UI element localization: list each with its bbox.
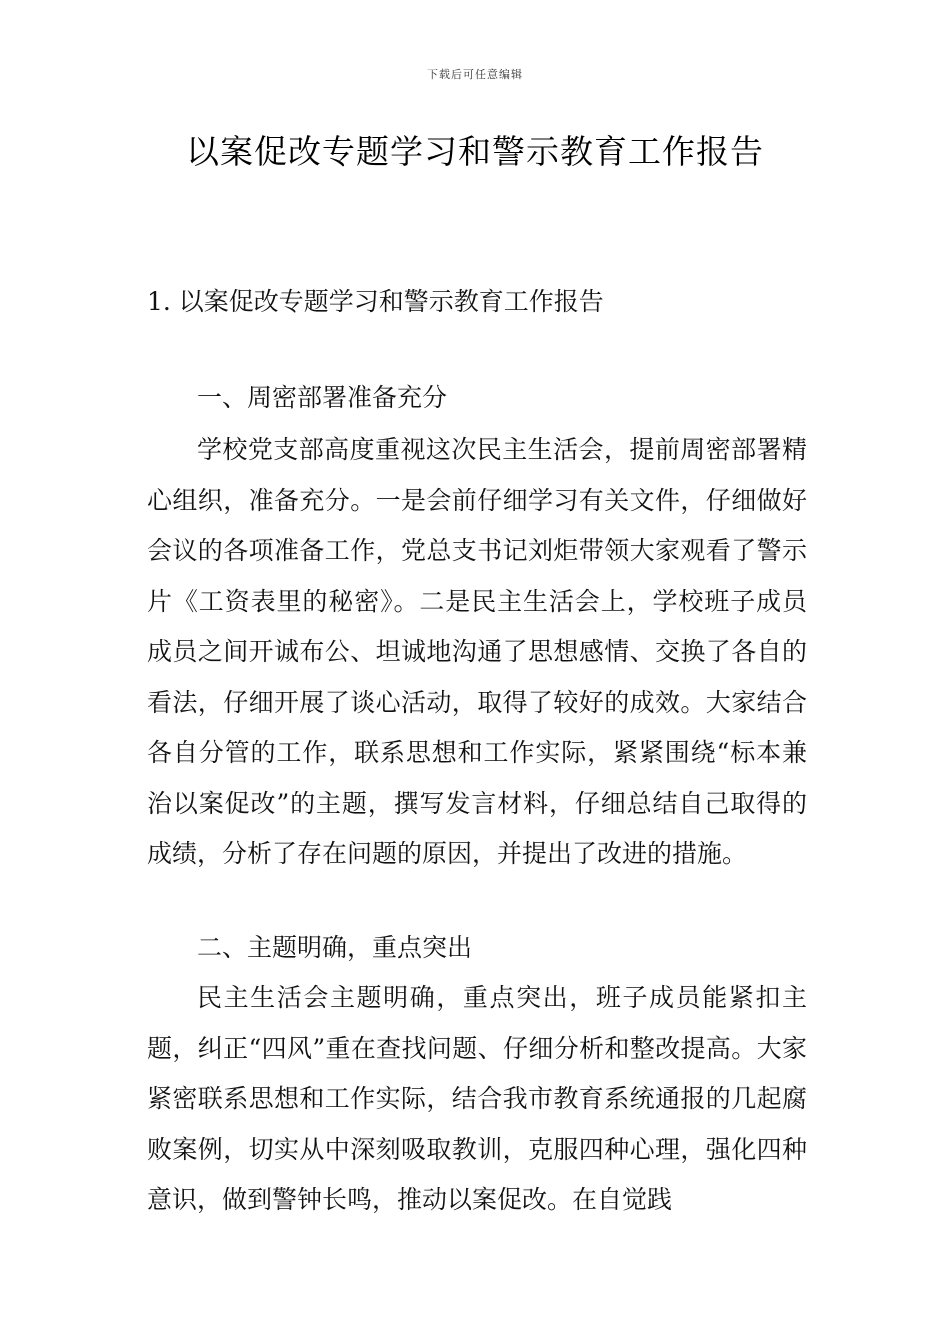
- header-note: 下载后可任意编辑: [427, 68, 523, 81]
- section-heading-2: 二、主题明确，重点突出: [197, 933, 473, 962]
- section-paragraph-2: 民主生活会主题明确，重点突出，班子成员能紧扣主题，纠正“四风”重在查找问题、仔细分析和整改提高。大家紧密联系思想和工作实际，结合我市教育系统通报的几起腐 败案例，切实从中深刻吸取教训，克服四种心理，强化四种意识，做到警钟长鸣，推动以案促改。在自觉践: [147, 983, 807, 1214]
- section-paragraph-1: 学校党支部高度重视这次民主生活会，提前周密部署精心组织，准备充分。一是会前仔细学习有关文件，仔细做好会议的各项准备工作，党总支书记刘炬带领大家观看了警示片《工资表里的秘密》。二是民主生活会上，学校班子成员成员之间开诚布公、坦诚地沟通了思想感情、交换了各自的看法，仔细开展了谈心活动，取得了较好的成效。大家结合各自分管的工作，联系思想和工作实际，紧紧围绕“标本兼治以案促改”的主题，撰写发言材料，仔细总结自己取得的成绩，分析了存在问题的原因，并提出了改进的措施。: [147, 435, 807, 868]
- document-title: 以案促改专题学习和警示教育工作报告: [186, 132, 764, 171]
- section-number-heading: 1. 以案促改专题学习和警示教育工作报告: [147, 287, 604, 316]
- section-heading-1: 一、周密部署准备充分: [197, 383, 448, 412]
